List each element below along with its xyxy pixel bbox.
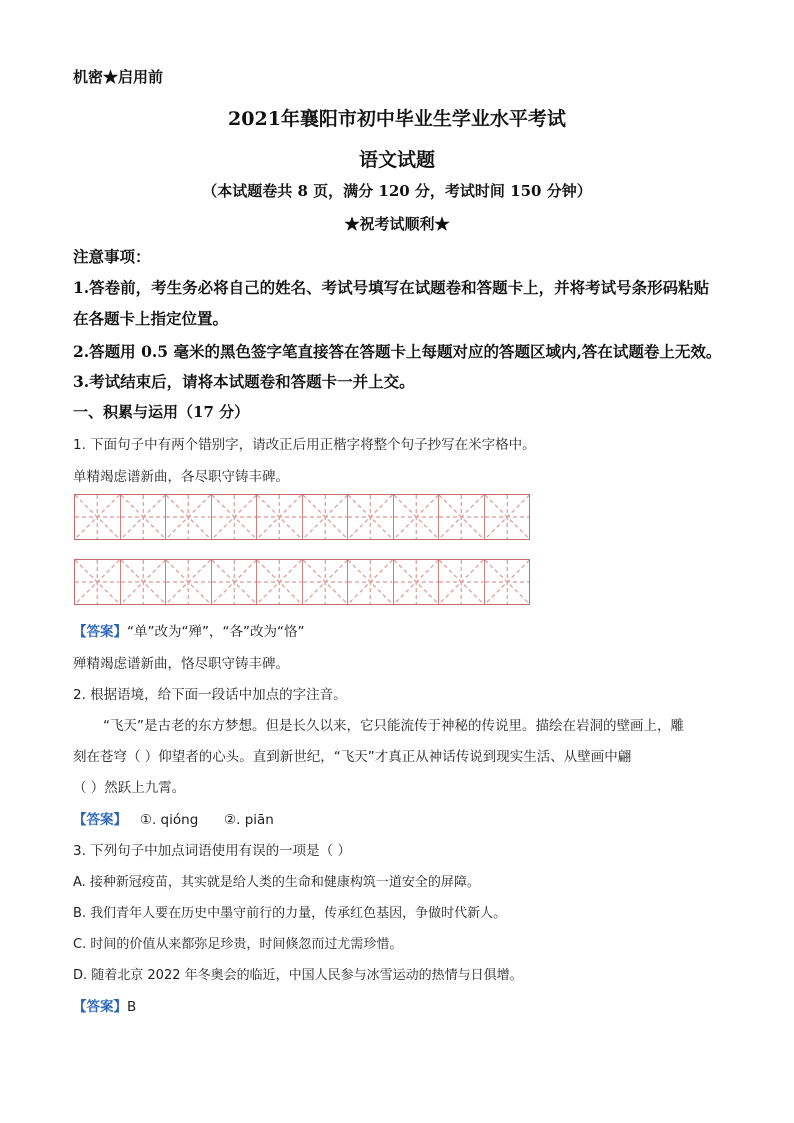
mizige-cell bbox=[394, 560, 440, 604]
notice-item-1-cont: 在各题卡上指定位置。 bbox=[73, 309, 229, 328]
q1-sentence: 单精竭虑谱新曲，各尽职守铸丰碑。 bbox=[73, 469, 289, 485]
q2-stem: 2. 根据语境，给下面一段话中加点的字注音。 bbox=[73, 687, 347, 703]
mizige-cell bbox=[121, 560, 167, 604]
answer-label: 【答案】 bbox=[73, 999, 127, 1015]
mizige-cell bbox=[439, 560, 485, 604]
mizige-cell bbox=[348, 560, 394, 604]
mizige-cell bbox=[257, 495, 303, 539]
mizige-cell bbox=[303, 495, 349, 539]
mizige-cell bbox=[121, 495, 167, 539]
mizige-cell bbox=[348, 495, 394, 539]
exam-title: 2021年襄阳市初中毕业生学业水平考试 bbox=[228, 108, 566, 130]
wish-line: ★祝考试顺利★ bbox=[344, 215, 450, 233]
q1-stem: 1. 下面句子中有两个错别字，请改正后用正楷字将整个句子抄写在米字格中。 bbox=[73, 437, 536, 453]
mizige-grid-row-1 bbox=[74, 494, 530, 540]
q2-paragraph-line-1: “飞天”是古老的东方梦想。但是长久以来，它只能流传于神秘的传说里。描绘在岩洞的壁画上，雕 bbox=[103, 718, 684, 734]
answer-text: B bbox=[127, 999, 137, 1015]
notice-item-2: 2.答题用 0.5 毫米的黑色签字笔直接答在答题卡上每题对应的答题区域内,答在试题卷上无效。 bbox=[73, 342, 722, 361]
q3-answer bbox=[73, 995, 136, 1015]
q3-option-c: C. 时间的价值从来都弥足珍贵，时间倏忽而过尤需珍惜。 bbox=[73, 937, 403, 952]
q3-option-b: B. 我们青年人要在历史中墨守前行的力量，传承红色基因，争做时代新人。 bbox=[73, 906, 507, 921]
subject-title: 语文试题 bbox=[358, 149, 435, 171]
q2-answer bbox=[73, 808, 274, 828]
mizige-cell bbox=[394, 495, 440, 539]
mizige-cell bbox=[485, 495, 530, 539]
mizige-cell bbox=[166, 560, 212, 604]
confidential-label: 机密★启用前 bbox=[73, 68, 164, 86]
mizige-cell bbox=[212, 560, 258, 604]
answer-text: ①. qióng ②. piān bbox=[127, 812, 274, 828]
mizige-cell bbox=[485, 560, 530, 604]
q1-answer-sentence: 殚精竭虑谱新曲，恪尽职守铸丰碑。 bbox=[73, 656, 289, 672]
mizige-cell bbox=[303, 560, 349, 604]
answer-label: 【答案】 bbox=[73, 812, 127, 828]
mizige-cell bbox=[439, 495, 485, 539]
notice-item-3: 3.考试结束后，请将本试题卷和答题卡一并上交。 bbox=[73, 372, 415, 391]
mizige-cell bbox=[75, 495, 121, 539]
q2-paragraph-line-2: 刻在苍穹（ ）仰望者的心头。直到新世纪，“飞天”才真正从神话传说到现实生活、从壁画中翩 bbox=[73, 749, 632, 765]
notice-heading: 注意事项： bbox=[73, 247, 151, 266]
mizige-cell bbox=[257, 560, 303, 604]
answer-label: 【答案】 bbox=[73, 624, 127, 640]
answer-text: “单”改为“殚”，“各”改为“恪” bbox=[127, 624, 305, 640]
mizige-cell bbox=[212, 495, 258, 539]
exam-info: （本试题卷共 8 页，满分 120 分，考试时间 150 分钟） bbox=[202, 182, 592, 200]
notice-item-1: 1.答卷前，考生务必将自己的姓名、考试号填写在试题卷和答题卡上，并将考试号条形码粘贴 bbox=[73, 278, 710, 297]
q2-paragraph-line-3: （ ）然跃上九霄。 bbox=[73, 780, 186, 796]
section-heading: 一、积累与运用（17 分） bbox=[73, 403, 250, 421]
mizige-cell bbox=[166, 495, 212, 539]
mizige-cell bbox=[75, 560, 121, 604]
mizige-grid-row-2 bbox=[74, 559, 530, 605]
q1-answer bbox=[73, 620, 304, 640]
q3-option-a: A. 接种新冠疫苗，其实就是给人类的生命和健康构筑一道安全的屏障。 bbox=[73, 875, 480, 890]
q3-stem: 3. 下列句子中加点词语使用有误的一项是（ ） bbox=[73, 843, 351, 859]
q3-option-d: D. 随着北京 2022 年冬奥会的临近，中国人民参与冰雪运动的热情与日俱增。 bbox=[73, 968, 523, 983]
